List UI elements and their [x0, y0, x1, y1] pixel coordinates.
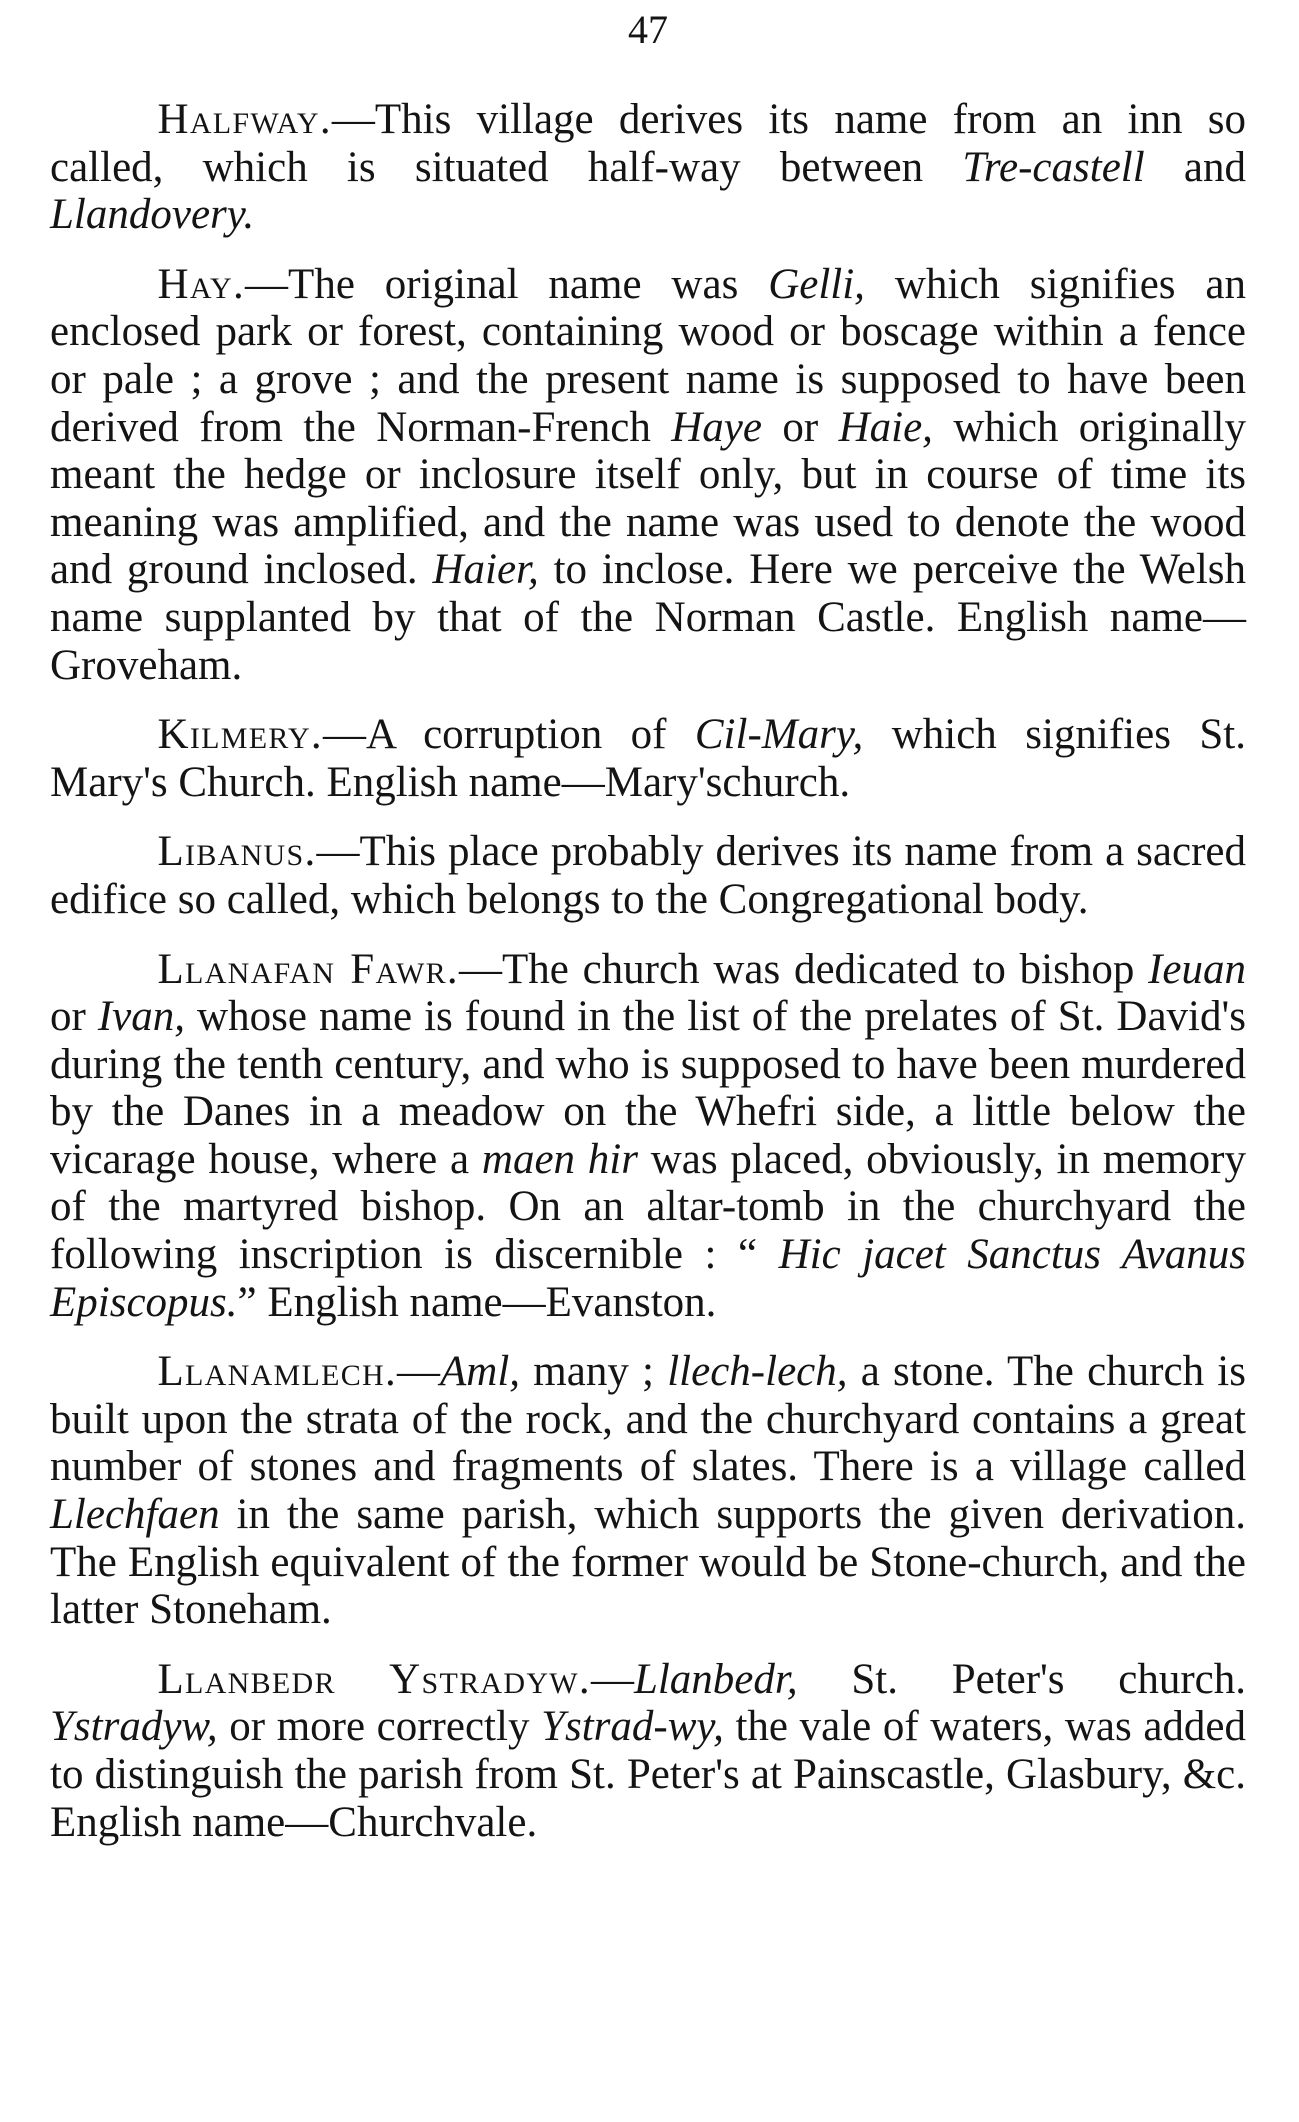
- entry-llanamlech: Llanamlech.—Aml, many ; llech-lech, a stone. The church is built upon the strata of the rock, and the churchyard contains a great number of stones and fragments of slates. There is a village called Llechfaen in the same parish, which supports the given derivation. The English equivalent of the former would be Stone-church, and the latter Stoneham.: [50, 1348, 1246, 1634]
- entry-heading: Kilmery.: [157, 711, 323, 759]
- entry-hay: Hay.—The original name was Gelli, which signifies an enclosed park or forest, containing wood or boscage within a fence or pale ; a grove ; and the present name is supposed to have been derived from the Norman-French Haye or Haie, which originally meant the hedge or inclosure itself only, but in course of time its meaning was amplified, and the name was used to denote the wood and ground inclosed. Haier, to inclose. Here we perceive the Welsh name supplanted by that of the Norman Castle. English name—Groveham.: [50, 260, 1246, 689]
- page-number: 47: [628, 7, 668, 52]
- book-page: [50, 0, 1246, 1868]
- entry-libanus: Libanus.—This place probably derives its name from a sacred edifice so called, which belongs to the Congregational body.: [50, 828, 1246, 923]
- entry-llanbedr-ystradyw: Llanbedr Ystradyw.—Llanbedr, St. Peter's church. Ystradyw, or more correctly Ystrad-wy, the vale of waters, was added to distinguish the parish from St. Peter's at Painscastle, Glasbury, &c. English name—Churchvale.: [50, 1655, 1246, 1846]
- entry-heading: Libanus.: [157, 828, 317, 876]
- entry-heading: Llanafan Fawr.: [157, 945, 459, 993]
- entry-kilmery: Kilmery.—A corruption of Cil-Mary, which signifies St. Mary's Church. English name—Mary'schurch.: [50, 711, 1246, 806]
- entry-heading: Llanamlech.: [157, 1348, 398, 1396]
- entry-halfway: Halfway.—This village derives its name from an inn so called, which is situated half-way between Tre-castell and Llandovery.: [50, 96, 1246, 239]
- entry-llanafan-fawr: Llanafan Fawr.—The church was dedicated to bishop Ieuan or Ivan, whose name is found in the list of the prelates of St. David's during the tenth century, and who is supposed to have been murdered by the Danes in a meadow on the Whefri side, a little below the vicarage house, where a maen hir was placed, obviously, in memory of the martyred bishop. On an altar-tomb in the churchyard the following inscription is discernible : “ Hic jacet Sanctus Avanus Episcopus.” English name—Evanston.: [50, 945, 1247, 1326]
- entry-heading: Hay.: [157, 260, 246, 308]
- entry-heading: Llanbedr Ystradyw.: [157, 1655, 591, 1703]
- entry-heading: Halfway.: [157, 96, 332, 143]
